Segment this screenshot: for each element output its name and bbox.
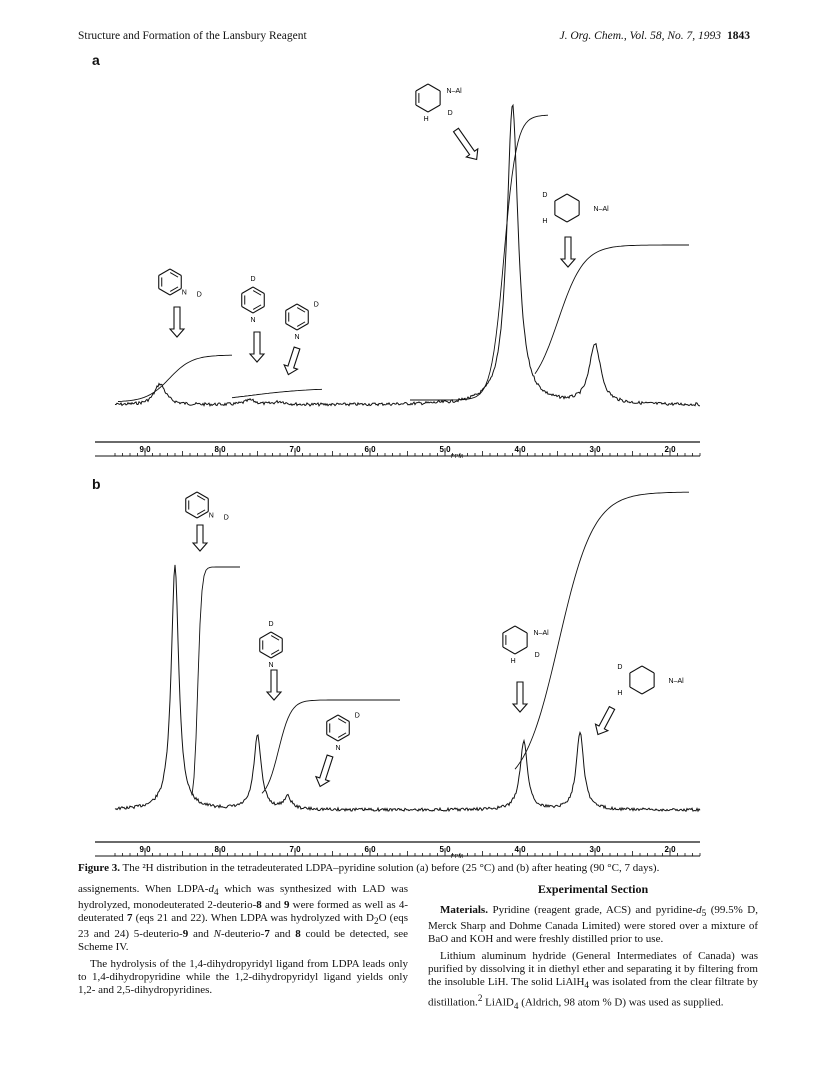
ring-bond <box>159 289 170 296</box>
text-run: could be detected, see Scheme IV. <box>78 928 408 954</box>
text-run: LiAlD <box>482 997 514 1010</box>
x-tick-label: 9,0 <box>139 845 151 854</box>
compound-ref: 8 <box>256 899 262 912</box>
atom-label: D <box>313 301 319 309</box>
arrow-shape <box>561 237 575 267</box>
x-tick-label: 7,0 <box>289 845 301 854</box>
text-run: assignements. When LDPA- <box>78 883 209 895</box>
text-run: and <box>261 899 284 912</box>
panel-b-label: b <box>92 476 101 492</box>
atom-label: N–Al <box>593 206 609 213</box>
text-run: which was synthesized with LAD was hydrolyzed, monodeuterated 2-deuterio- <box>78 883 408 912</box>
ring-bond <box>630 666 642 673</box>
figure-caption-label: Figure 3. <box>78 862 120 874</box>
ring-bond <box>260 652 271 659</box>
assignment-arrow <box>267 670 281 700</box>
ring-bond <box>555 215 567 222</box>
panel-a-label: a <box>92 52 100 68</box>
integral-curve <box>410 115 548 400</box>
text-run: d <box>208 883 214 895</box>
atom-label: N <box>268 662 274 669</box>
atom-label: N <box>294 334 300 341</box>
paragraph-hydrolysis: The hydrolysis of the 1,4-dihydropyridyl ligand from LDPA leads only to 1,4-dihydropyridine while the 1,2-dihydropyridyl ligand yields only 1,2- and 2,5-dihydropyridines. <box>78 958 408 997</box>
x-tick-label: 9,0 <box>139 445 151 454</box>
mol-4-deuteriopyridine <box>260 621 283 669</box>
running-header-journal <box>559 30 750 42</box>
ring-bond <box>567 194 579 201</box>
x-tick-label: 5,0 <box>439 445 451 454</box>
atom-label: H <box>510 658 516 665</box>
atom-label: N <box>208 512 214 520</box>
ring-bond <box>416 105 428 112</box>
ring-bond <box>630 687 642 694</box>
section-title: Experimental Section <box>537 882 649 896</box>
mol-4-deuteriopyridine <box>242 276 265 324</box>
ring-bond <box>297 304 308 311</box>
ring-bond <box>428 84 440 91</box>
mol-1-4-dihydropyridyl-al <box>617 664 684 697</box>
arrow-shape <box>267 670 281 700</box>
ring-bond <box>642 666 654 673</box>
text-run: O (eqs 23 and 24) 5-deuterio- <box>78 912 408 941</box>
text-run: and <box>188 928 214 941</box>
ring-bond <box>327 735 338 742</box>
ring-bond <box>416 84 428 91</box>
text-run: was isolated from the clear filtrate by distillation. <box>428 976 758 1010</box>
spectrum-a <box>0 50 820 470</box>
text-run: (Aldrich, 98 atom % D) was used as supplied. <box>518 997 724 1010</box>
atom-label: N–Al <box>533 630 549 637</box>
compound-ref: 8 <box>295 928 301 941</box>
x-tick-label: 2,0 <box>664 445 676 454</box>
paragraph-lah <box>428 950 758 1013</box>
x-tick-label: 3,0 <box>589 845 601 854</box>
x-tick-label: 8,0 <box>214 445 226 454</box>
ring-bond <box>271 632 282 639</box>
ring-bond <box>286 324 297 331</box>
mol-1-2-dihydropyridyl-al <box>416 84 462 123</box>
paragraph-materials <box>428 904 758 946</box>
atom-label: N <box>335 745 341 752</box>
ring-bond <box>242 307 253 314</box>
running-header-title: Structure and Formation of the Lansbury Reagent <box>78 30 307 42</box>
ring-bond <box>503 626 515 633</box>
arrow-shape <box>282 346 304 377</box>
spectrum-trace <box>115 565 700 811</box>
figure-caption <box>78 862 758 874</box>
assignment-arrow <box>282 346 304 377</box>
arrow-shape <box>313 754 336 789</box>
assignment-arrow <box>513 682 527 712</box>
journal-citation: J. Org. Chem., Vol. 58, No. 7, 1993 <box>559 30 721 42</box>
mol-3-deuteriopyridine <box>286 302 319 342</box>
compound-ref: 9 <box>283 899 290 912</box>
left-column <box>78 883 408 1001</box>
x-tick-label: 4,0 <box>514 445 526 454</box>
figure-caption-text: The ²H distribution in the tetradeuterated LDPA–pyridine solution (a) before (25 °C) and (b) after heating (90 °C, 7 days). <box>122 862 660 874</box>
x-tick-label: 7,0 <box>289 445 301 454</box>
text-run: 4 <box>584 980 589 991</box>
x-tick-label: 4,0 <box>514 845 526 854</box>
ring-bond <box>170 269 181 276</box>
mol-3-deuteriopyridine <box>327 713 360 753</box>
text-run: were formed as well as 4-deuterated <box>78 899 408 925</box>
compound-ref: 7 <box>264 928 270 941</box>
text-run: 4 <box>513 1001 519 1012</box>
ring-bond <box>327 715 338 722</box>
atom-label: D <box>268 621 274 628</box>
x-tick-label: 6,0 <box>364 845 376 854</box>
ring-bond <box>567 215 579 222</box>
spectrum-b <box>0 470 820 870</box>
atom-label: N–Al <box>668 678 684 685</box>
atom-label: N <box>250 317 256 324</box>
spectrum-trace <box>115 105 700 406</box>
ring-bond <box>286 304 297 311</box>
compound-ref: 7 <box>126 912 133 925</box>
text-run: (eqs 21 and 22). When LDPA was hydrolyzed with D <box>132 912 374 925</box>
ring-bond <box>186 492 197 499</box>
ring-bond <box>197 512 208 519</box>
atom-label: D <box>534 652 540 659</box>
page-number: 1843 <box>727 30 750 42</box>
text-run: (99.5% D, Merck Sharp and Dohme Canada Limited) were stored over a mixture of BaO and KOH and were freshly distilled prior to use. <box>428 904 759 946</box>
ring-bond <box>338 715 349 722</box>
integral-curve <box>535 245 689 374</box>
assignment-arrow <box>450 126 482 164</box>
ring-bond <box>186 512 197 519</box>
atom-label: N–Al <box>446 88 462 95</box>
text-run: 4 <box>213 887 219 898</box>
assignment-arrow <box>592 705 618 738</box>
x-tick-label: 5,0 <box>439 845 451 854</box>
arrow-shape <box>250 332 264 362</box>
assignment-arrow <box>561 237 575 267</box>
atom-label: D <box>617 664 623 671</box>
text-run: 2 <box>373 916 379 927</box>
text-run: N <box>213 928 221 941</box>
arrow-shape <box>193 525 207 551</box>
ring-bond <box>197 492 208 499</box>
integral-curve <box>232 389 322 397</box>
arrow-shape <box>513 682 527 712</box>
ring-bond <box>297 324 308 331</box>
atom-label: N <box>181 289 187 297</box>
mol-2-deuteriopyridine <box>159 269 202 299</box>
assignment-arrow <box>193 525 207 551</box>
mol-2-deuteriopyridine <box>186 492 229 522</box>
mol-1-4-dihydropyridyl-al <box>542 192 609 225</box>
atom-label: D <box>196 291 202 299</box>
text-run: d <box>696 904 702 916</box>
text-run: 5 <box>701 908 707 919</box>
atom-label: D <box>447 110 453 117</box>
ring-bond <box>260 632 271 639</box>
ring-bond <box>170 289 181 296</box>
right-column <box>428 883 758 1017</box>
ring-bond <box>338 735 349 742</box>
run-in-heading: Materials. <box>440 904 488 916</box>
assignment-arrow <box>250 332 264 362</box>
text-run: Lithium aluminum hydride (General Intermediates of Canada) was purified by dissolving it in diethyl ether and separating it by filtering from the insoluble LiH. The solid LiAlH <box>428 950 758 989</box>
arrow-shape <box>592 705 618 738</box>
integral-curve <box>118 355 232 401</box>
ring-bond <box>642 687 654 694</box>
atom-label: D <box>223 514 229 522</box>
reference-mark: 2 <box>477 993 483 1004</box>
ring-bond <box>253 307 264 314</box>
integral-curve <box>192 567 240 796</box>
ring-bond <box>515 647 527 654</box>
arrow-shape <box>450 126 482 164</box>
x-tick-label: 6,0 <box>364 445 376 454</box>
x-tick-label: 3,0 <box>589 445 601 454</box>
atom-label: D <box>354 712 360 720</box>
ring-bond <box>271 652 282 659</box>
x-tick-label: 8,0 <box>214 845 226 854</box>
atom-label: H <box>542 218 548 225</box>
paragraph-assignments <box>78 883 408 954</box>
ring-bond <box>515 626 527 633</box>
assignment-arrow <box>313 754 336 789</box>
ring-bond <box>555 194 567 201</box>
x-tick-label: 2,0 <box>664 845 676 854</box>
x-axis-unit: PPM <box>451 854 463 860</box>
ring-bond <box>242 287 253 294</box>
text-run: and <box>269 928 296 941</box>
atom-label: D <box>542 192 548 199</box>
atom-label: H <box>423 116 429 123</box>
ring-bond <box>253 287 264 294</box>
arrow-shape <box>170 307 184 337</box>
integral-curve <box>262 700 400 793</box>
assignment-arrow <box>170 307 184 337</box>
atom-label: H <box>617 690 623 697</box>
mol-1-2-dihydropyridyl-al <box>503 626 549 665</box>
ring-bond <box>428 105 440 112</box>
atom-label: D <box>250 276 256 283</box>
text-run: Pyridine (reagent grade, ACS) and pyridine- <box>487 904 697 916</box>
x-axis-unit: PPM <box>451 454 463 460</box>
ring-bond <box>159 269 170 276</box>
compound-ref: 9 <box>182 928 189 941</box>
ring-bond <box>503 647 515 654</box>
text-run: -deuterio- <box>220 928 265 941</box>
